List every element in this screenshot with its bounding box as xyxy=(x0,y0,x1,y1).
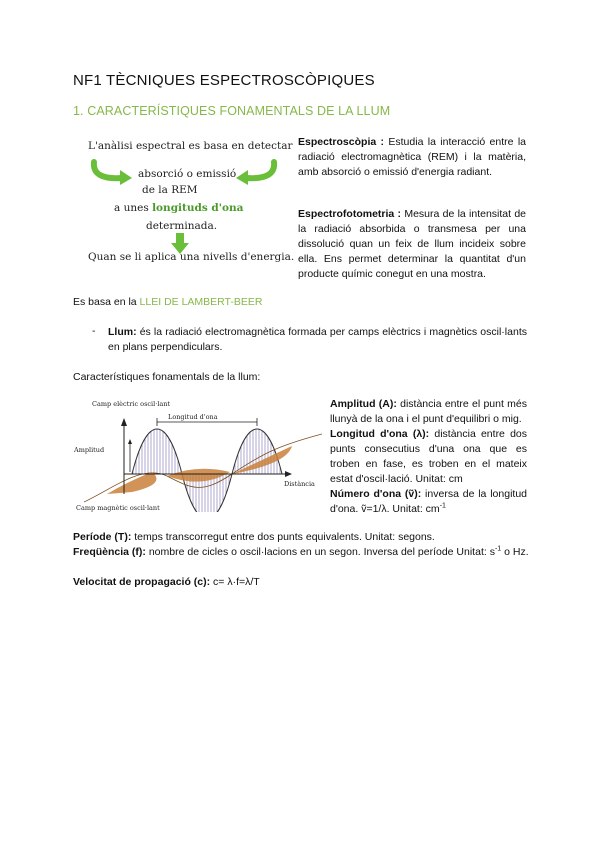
frequencia-definition: Freqüència (f): nombre de cicles o oscil·lacions en un segon. Inversa del període Unitat: $s^{-1}$ o Hz. xyxy=(73,545,529,558)
llum-definition: Llum: és la radiació electromagnètica formada per camps elèctrics i magnètics oscil·lants en plans perpendiculars. xyxy=(108,326,527,353)
amplitud-definition: Amplitud (A): distància entre el punt més llunyà de la ona i el punt d'equilibri o mig. xyxy=(330,398,528,425)
wavelength-label: Longitud d'ona xyxy=(168,413,218,421)
figure1-line3: de la REM xyxy=(142,184,198,196)
espectrofotometria-definition: Espectrofotometria : Mesura de la intensitat de la radiació absorbida o transmesa per una dissolució quan un feix de llum incideix sobre ella. Ens permet determinar la quantitat d'un producte químic conegut en una mostra. xyxy=(298,208,526,280)
longitud-definition: Longitud d'ona (λ): distància entre dos punts consecutius d'una ona que es troben en fase, es troben en el mateix estat d'oscil·lació. Unitat: cm xyxy=(330,428,528,485)
section-heading: 1. CARACTERÍSTIQUES FONAMENTALS DE LA LLUM xyxy=(73,104,391,118)
page-title: NF1 TÈCNIQUES ESPECTROSCÒPIQUES xyxy=(73,72,375,89)
wave-definitions xyxy=(330,397,527,517)
caracteristiques-heading: Característiques fonamentals de la llum: xyxy=(73,371,261,383)
velocitat-definition: Velocitat de propagació (c): c= λ·f=λ/T xyxy=(73,576,260,588)
electric-field-label: Camp elèctric oscil·lant xyxy=(92,400,171,408)
figure1-line5: determinada. xyxy=(146,220,218,232)
wavelength-highlight: longituds d'ona xyxy=(152,202,244,214)
bullet-dash: - xyxy=(92,325,96,337)
amplitude-label: Amplitud xyxy=(74,446,105,454)
periode-definition: Període (T): temps transcorregut entre dos punts equivalents. Unitat: segons. xyxy=(73,531,435,543)
spectral-analysis-figure xyxy=(80,132,295,272)
figure1-line2: absorció o emissió xyxy=(138,168,237,180)
numero-definition: Número d'ona (ṽ): inversa de la longitud d'ona. ṽ=1/λ. Unitat: $cm^{-1}$ xyxy=(330,488,527,515)
lambert-beer-link[interactable]: LLEI DE LAMBERT-BEER xyxy=(139,296,263,308)
curved-arrow-left-icon xyxy=(88,158,136,186)
espectroscopia-definition: Espectroscòpia : Estudia la interacció entre la radiació electromagnètica (REM) i la matèria, amb absorció o emissió d'energia radiant. xyxy=(298,136,526,178)
electromagnetic-wave-figure xyxy=(72,394,322,512)
figure1-line4: a unes longituds d'ona xyxy=(114,202,244,214)
magnetic-field-label: Camp magnètic oscil·lant xyxy=(76,504,160,512)
distance-label: Distància xyxy=(284,480,315,488)
curved-arrow-right-icon xyxy=(232,158,280,186)
figure1-line6: Quan se li aplica una nivells d'energia. xyxy=(88,251,295,263)
lambert-beer-line: Es basa en la LLEI DE LAMBERT-BEER xyxy=(73,296,263,308)
figure1-line1: L'anàlisi espectral es basa en detectar xyxy=(88,140,293,152)
